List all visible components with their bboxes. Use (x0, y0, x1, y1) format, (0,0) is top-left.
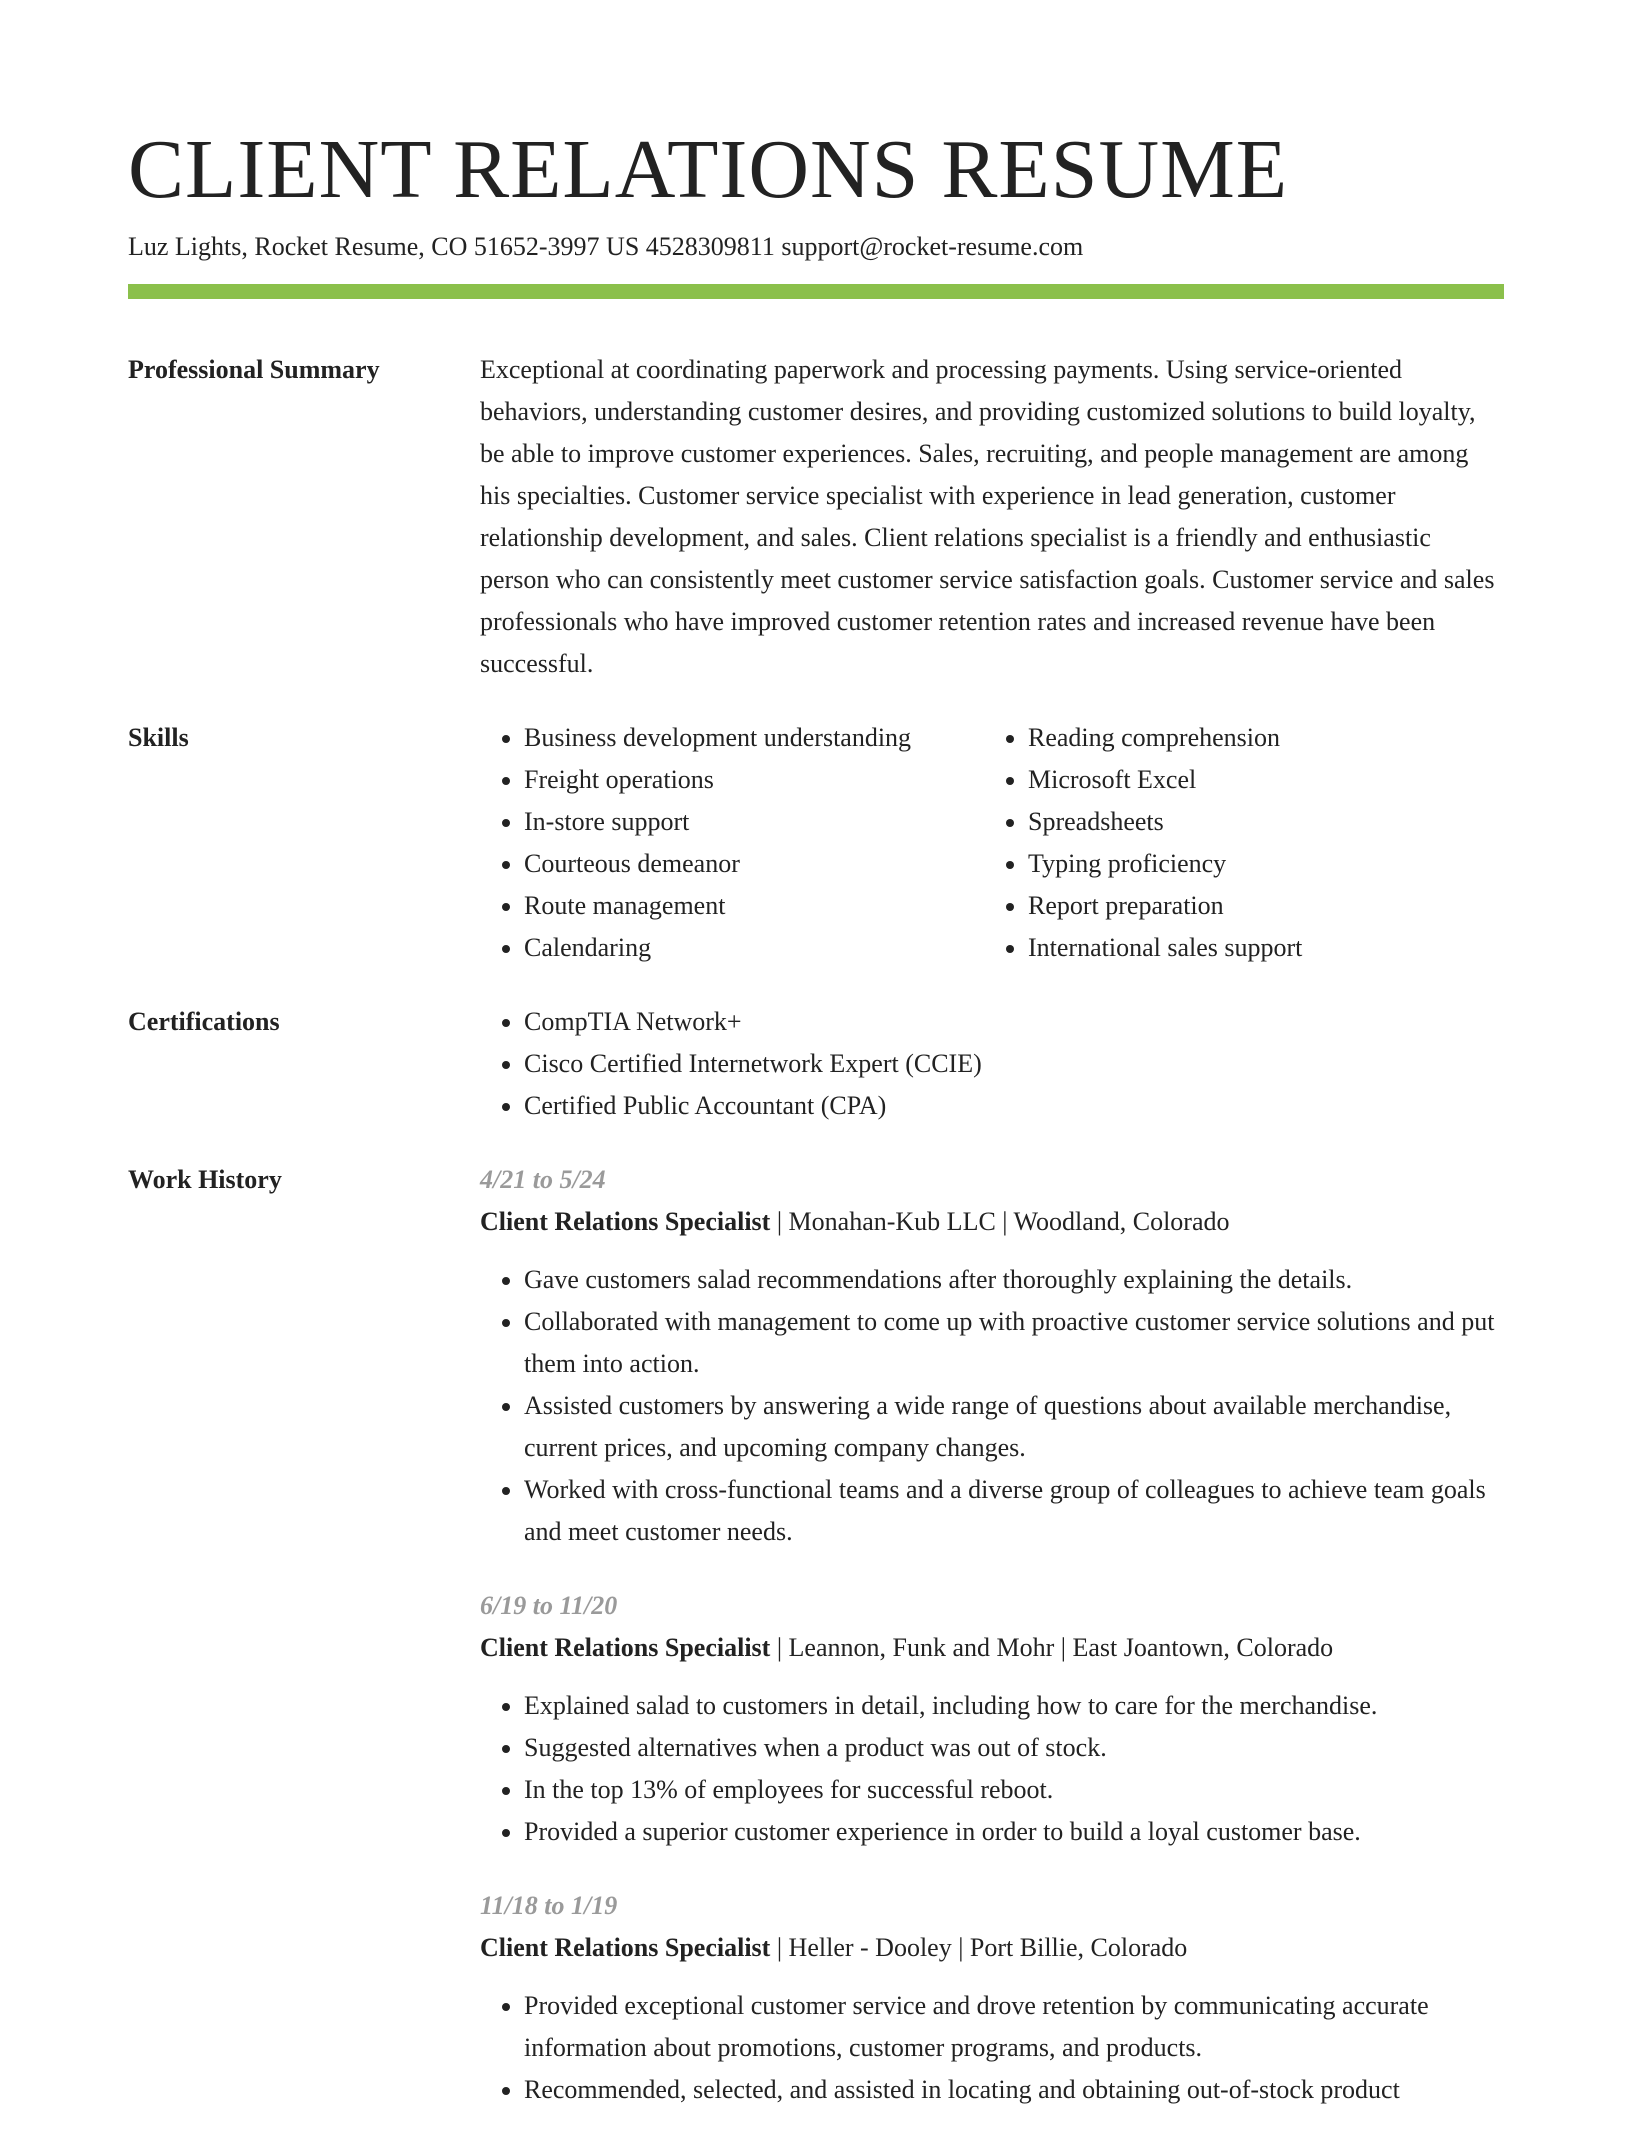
work-history-section (128, 1159, 1504, 2143)
section-heading-certifications: Certifications (128, 1007, 280, 1036)
contact-info: Luz Lights, Rocket Resume, CO 51652-3997 US 4528309811 support@rocket-resume.com (128, 232, 1084, 261)
summary-body (480, 349, 1504, 685)
skills-list-left (480, 717, 984, 969)
skill-item: • International sales support (1028, 927, 1504, 969)
skill-item: • In-store support (524, 801, 984, 843)
job-employer: | Heller - Dooley | Port Billie, Colorado (770, 1933, 1188, 1962)
skill-item: • Courteous demeanor (524, 843, 984, 885)
job-bullet: • Worked with cross-functional teams and a diverse group of colleagues to achieve team goals and meet customer needs. (524, 1469, 1504, 1553)
job-bullet: • Recommended, selected, and assisted in locating and obtaining out-of-stock product (524, 2069, 1504, 2111)
certifications-list (480, 1001, 1504, 1127)
job-bullet: • Collaborated with management to come up with proactive customer service solutions and put them into action. (524, 1301, 1504, 1385)
summary-text: Exceptional at coordinating paperwork and processing payments. Using service-oriented behaviors, understanding customer desires, and providing customized solutions to build loyalty, be able to improve customer experiences. Sales, recruiting, and people management are among his specialties. Customer service specialist with experience in lead generation, customer relationship development, and sales. Client relations specialist is a friendly and enthusiastic person who can consistently meet customer service satisfaction goals. Customer service and sales professionals who have improved customer retention rates and increased revenue have been successful. (480, 355, 1495, 678)
job-heading (480, 1201, 1504, 1243)
job-heading (480, 1927, 1504, 1969)
job-dates: 6/19 to 11/20 (480, 1591, 618, 1620)
section-heading-skills: Skills (128, 723, 189, 752)
job-bullet: • Explained salad to customers in detail, including how to care for the merchandise. (524, 1685, 1504, 1727)
section-heading-summary: Professional Summary (128, 355, 380, 384)
job-entry (480, 1885, 1504, 2111)
job-entry (480, 1159, 1504, 1553)
job-bullet: • Provided exceptional customer service and drove retention by communicating accurate information about promotions, customer programs, and products. (524, 1985, 1504, 2069)
skill-item: • Business development understanding (524, 717, 984, 759)
job-title: Client Relations Specialist (480, 1207, 771, 1236)
job-bullet: • Assisted customers by answering a wide range of questions about available merchandise, current prices, and upcoming company changes. (524, 1385, 1504, 1469)
job-bullet: • Gave customers salad recommendations after thoroughly explaining the details. (524, 1259, 1504, 1301)
job-title: Client Relations Specialist (480, 1933, 771, 1962)
summary-section (128, 349, 1504, 685)
skill-item: • Reading comprehension (1028, 717, 1504, 759)
skill-item: • Report preparation (1028, 885, 1504, 927)
certification-item: • Cisco Certified Internetwork Expert (CCIE) (524, 1043, 1504, 1085)
job-bullet: • In the top 13% of employees for successful reboot. (524, 1769, 1504, 1811)
skill-item: • Microsoft Excel (1028, 759, 1504, 801)
skill-item: • Route management (524, 885, 984, 927)
work-history-body (480, 1159, 1504, 2143)
job-employer: | Leannon, Funk and Mohr | East Joantown, Colorado (770, 1633, 1334, 1662)
job-bullets (480, 1685, 1504, 1853)
resume-page (128, 120, 1504, 2143)
skills-section (128, 717, 1504, 969)
job-bullets (480, 1985, 1504, 2111)
job-heading (480, 1627, 1504, 1669)
skills-list-right (984, 717, 1504, 969)
skills-body (480, 717, 1504, 969)
job-employer: | Monahan-Kub LLC | Woodland, Colorado (770, 1207, 1230, 1236)
certifications-body (480, 1001, 1504, 1127)
job-dates: 4/21 to 5/24 (480, 1165, 606, 1194)
job-bullet: • Provided a superior customer experience in order to build a loyal customer base. (524, 1811, 1504, 1853)
certification-item: • CompTIA Network+ (524, 1001, 1504, 1043)
skill-item: • Freight operations (524, 759, 984, 801)
job-title: Client Relations Specialist (480, 1633, 771, 1662)
job-bullet: • Suggested alternatives when a product was out of stock. (524, 1727, 1504, 1769)
certifications-section (128, 1001, 1504, 1127)
certification-item: • Certified Public Accountant (CPA) (524, 1085, 1504, 1127)
resume-title: CLIENT RELATIONS RESUME (128, 123, 1289, 216)
skill-item: • Calendaring (524, 927, 984, 969)
job-bullets (480, 1259, 1504, 1553)
section-heading-work-history: Work History (128, 1165, 282, 1194)
skill-item: • Spreadsheets (1028, 801, 1504, 843)
skill-item: • Typing proficiency (1028, 843, 1504, 885)
job-dates: 11/18 to 1/19 (480, 1891, 618, 1920)
header-divider (128, 284, 1504, 299)
job-entry (480, 1585, 1504, 1853)
